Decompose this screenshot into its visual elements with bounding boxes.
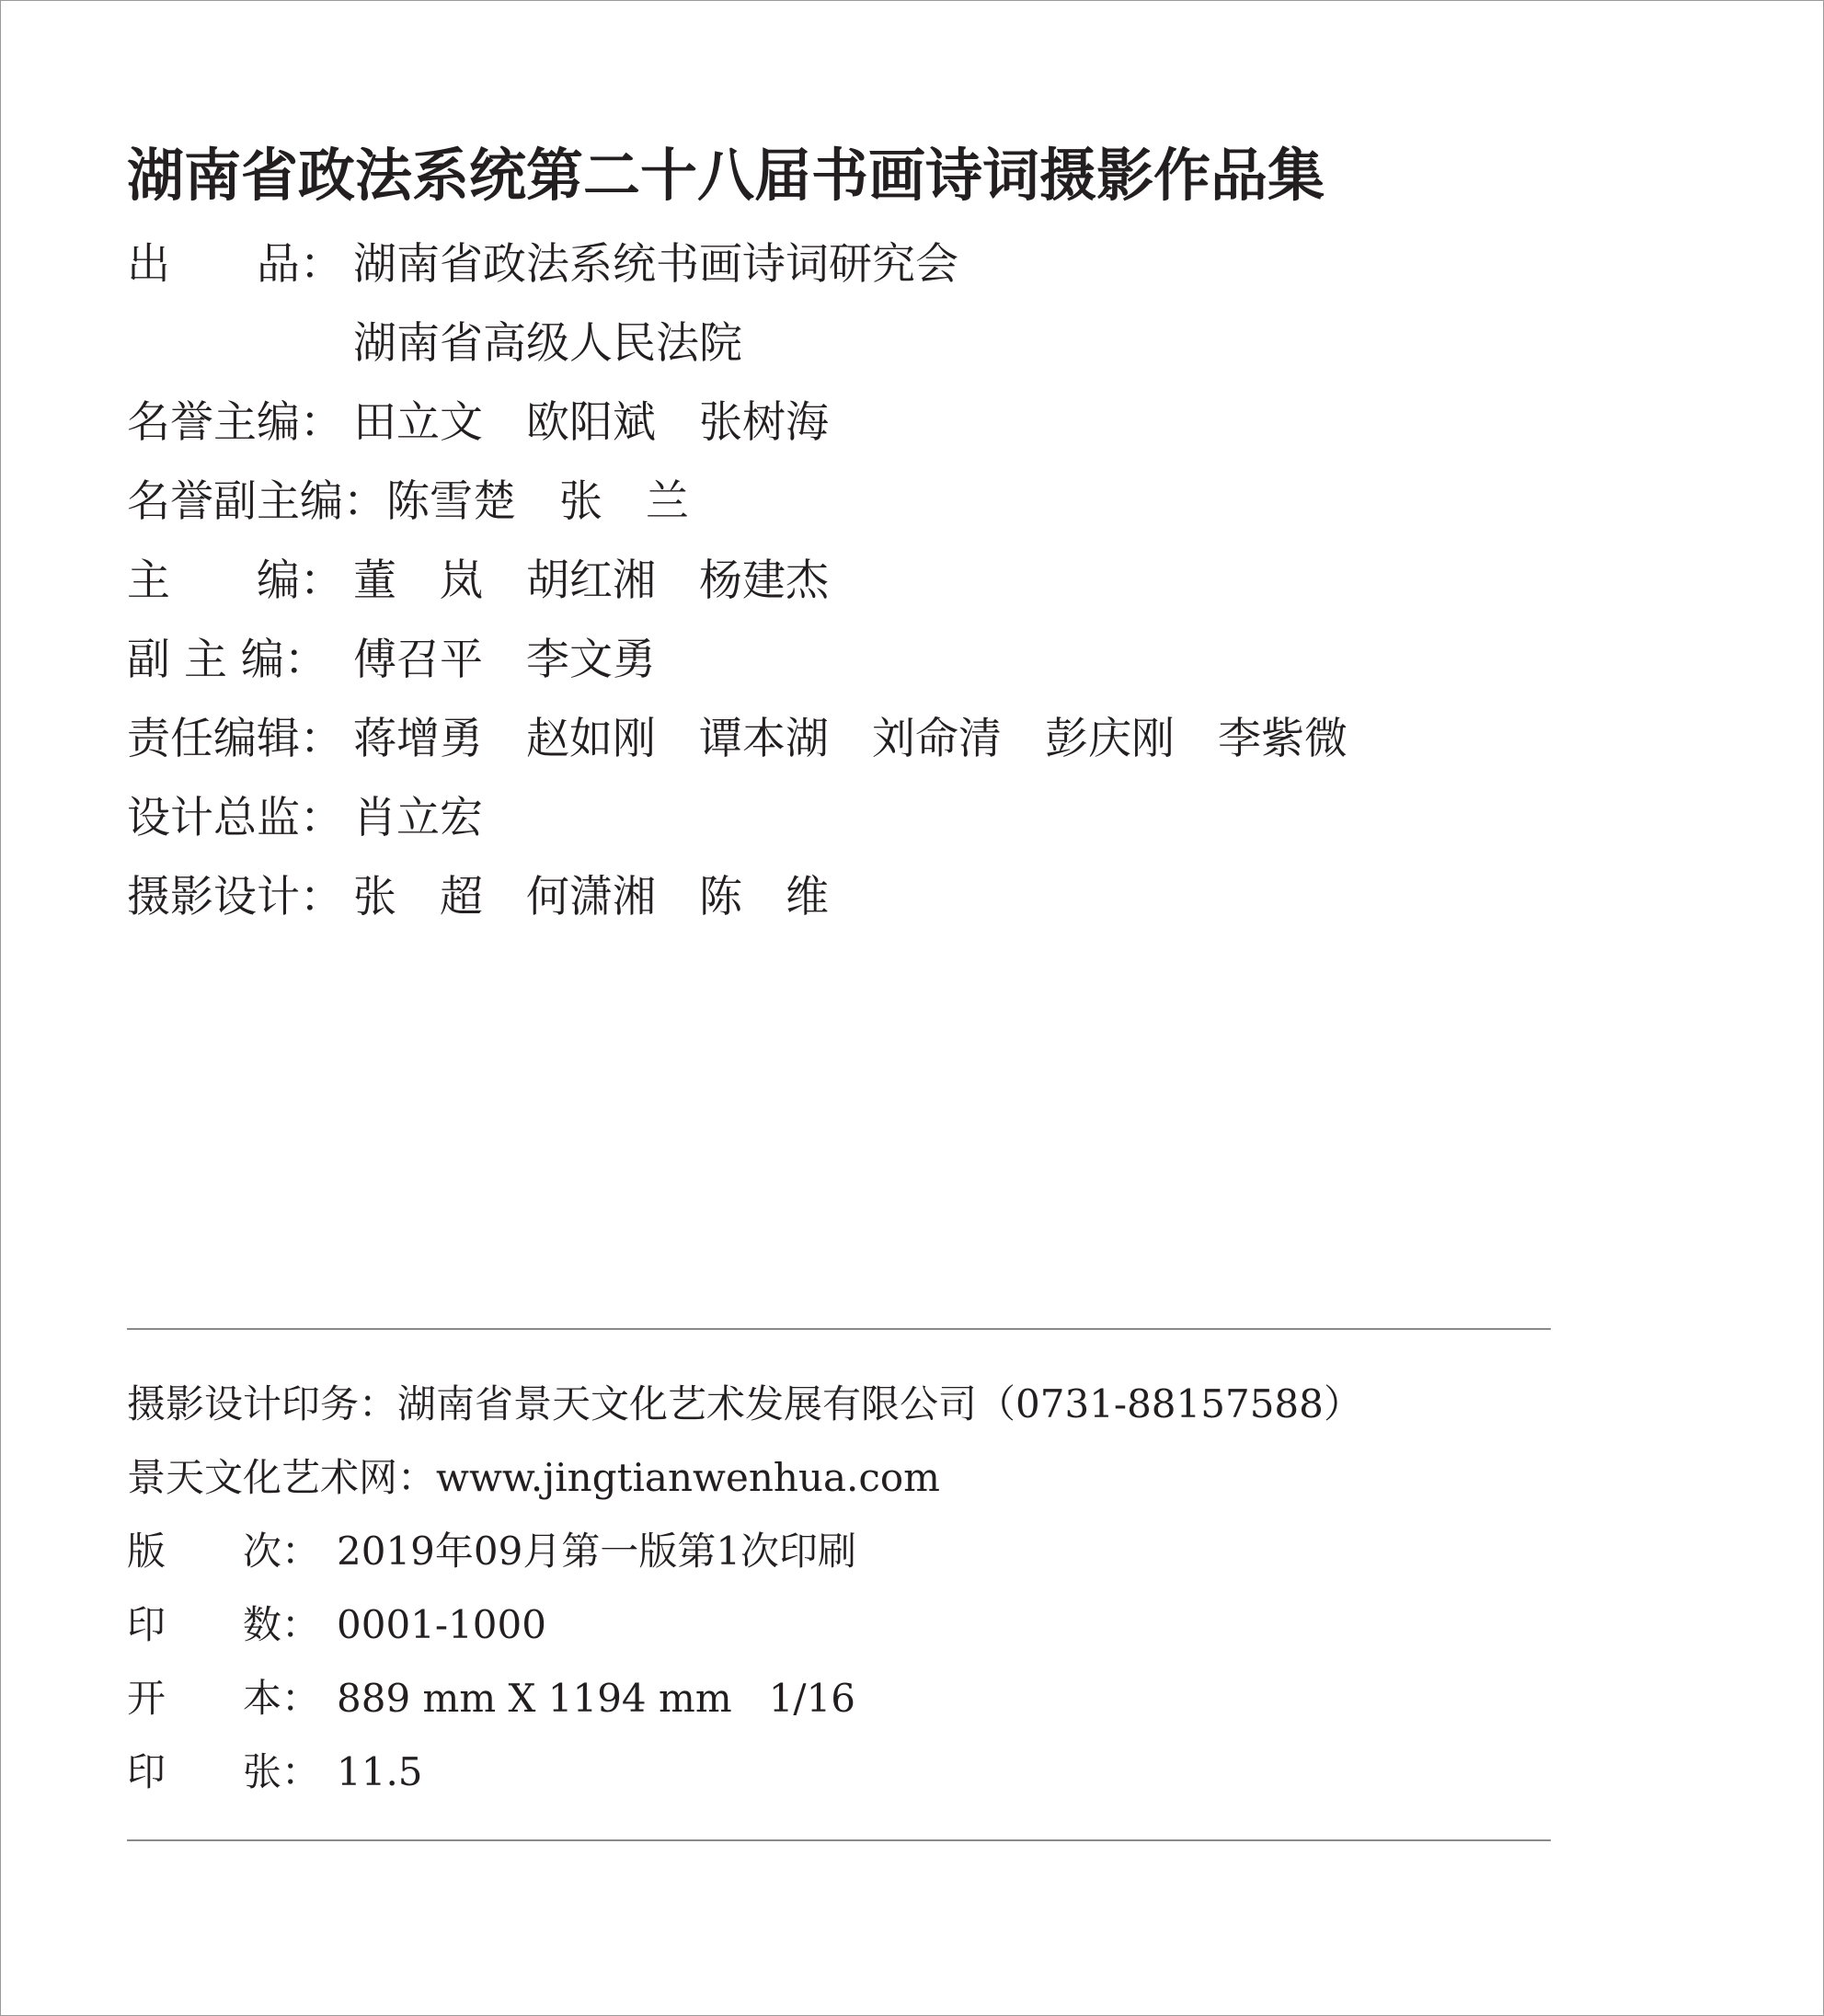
format-line: [127, 1674, 855, 1724]
detail-value: 0001-1000: [337, 1602, 546, 1647]
detail-value: 11.5: [337, 1749, 423, 1794]
edition-line: [127, 1527, 856, 1576]
credit-value: 田立文 欧阳斌 张树海: [353, 397, 829, 448]
printing-company: 摄影设计印务：湖南省景天文化艺术发展有限公司（0731-88157588）: [127, 1381, 1362, 1426]
credit-responsible-editors: [127, 712, 1348, 767]
website: 景天文化艺术网：www.jingtianwenhua.com: [127, 1455, 940, 1500]
credit-value: 湖南省高级人民法院: [353, 318, 742, 369]
credit-label: 副 主 编：: [127, 635, 327, 685]
credit-publisher: [127, 237, 958, 292]
credit-value: 陈雪楚 张 兰: [386, 476, 689, 527]
credit-label: 责任编辑：: [127, 714, 343, 764]
book-title: 湖南省政法系统第二十八届书画诗词摄影作品集: [127, 142, 1325, 209]
credit-honorary-deputy-editors: [127, 475, 689, 530]
credit-publisher-2: [127, 316, 742, 372]
credit-chief-editors: [127, 554, 829, 609]
credit-photo-design: [127, 870, 829, 925]
credit-value: 董 岚 胡红湘 杨建杰: [353, 556, 829, 606]
detail-label: 开 本：: [127, 1676, 321, 1721]
credit-label: 设计总监：: [127, 793, 343, 843]
credit-label: 摄影设计：: [127, 872, 343, 922]
credit-value: 湖南省政法系统书画诗词研究会: [353, 239, 958, 290]
credit-value: 张 超 何潇湘 陈 维: [353, 872, 829, 922]
bottom-divider: [127, 1839, 1551, 1841]
sheets-line: [127, 1747, 423, 1797]
detail-label: 版 次：: [127, 1529, 321, 1574]
credit-value: 蒋增勇 赵如刚 谭本湖 刘命清 彭庆刚 李紫微: [353, 714, 1348, 764]
detail-value: 2019年09月第一版第1次印刷: [337, 1529, 857, 1574]
credit-deputy-editors: [127, 633, 656, 688]
credit-label: 出 品：: [127, 239, 343, 290]
credit-design-director: [127, 791, 483, 846]
credit-label: 主 编：: [127, 556, 343, 606]
top-divider: [127, 1328, 1551, 1330]
detail-value: 889 mm X 1194 mm 1/16: [337, 1676, 856, 1721]
detail-label: 印 数：: [127, 1602, 321, 1647]
credit-label: 名誉主编：: [127, 397, 343, 448]
credit-value: 傅召平 李文勇: [353, 635, 656, 685]
credit-value: 肖立宏: [353, 793, 483, 843]
detail-label: 印 张：: [127, 1749, 321, 1794]
print-run-line: [127, 1600, 546, 1650]
credit-label: 名誉副主编：: [127, 476, 386, 527]
credit-honorary-editors: [127, 395, 829, 451]
